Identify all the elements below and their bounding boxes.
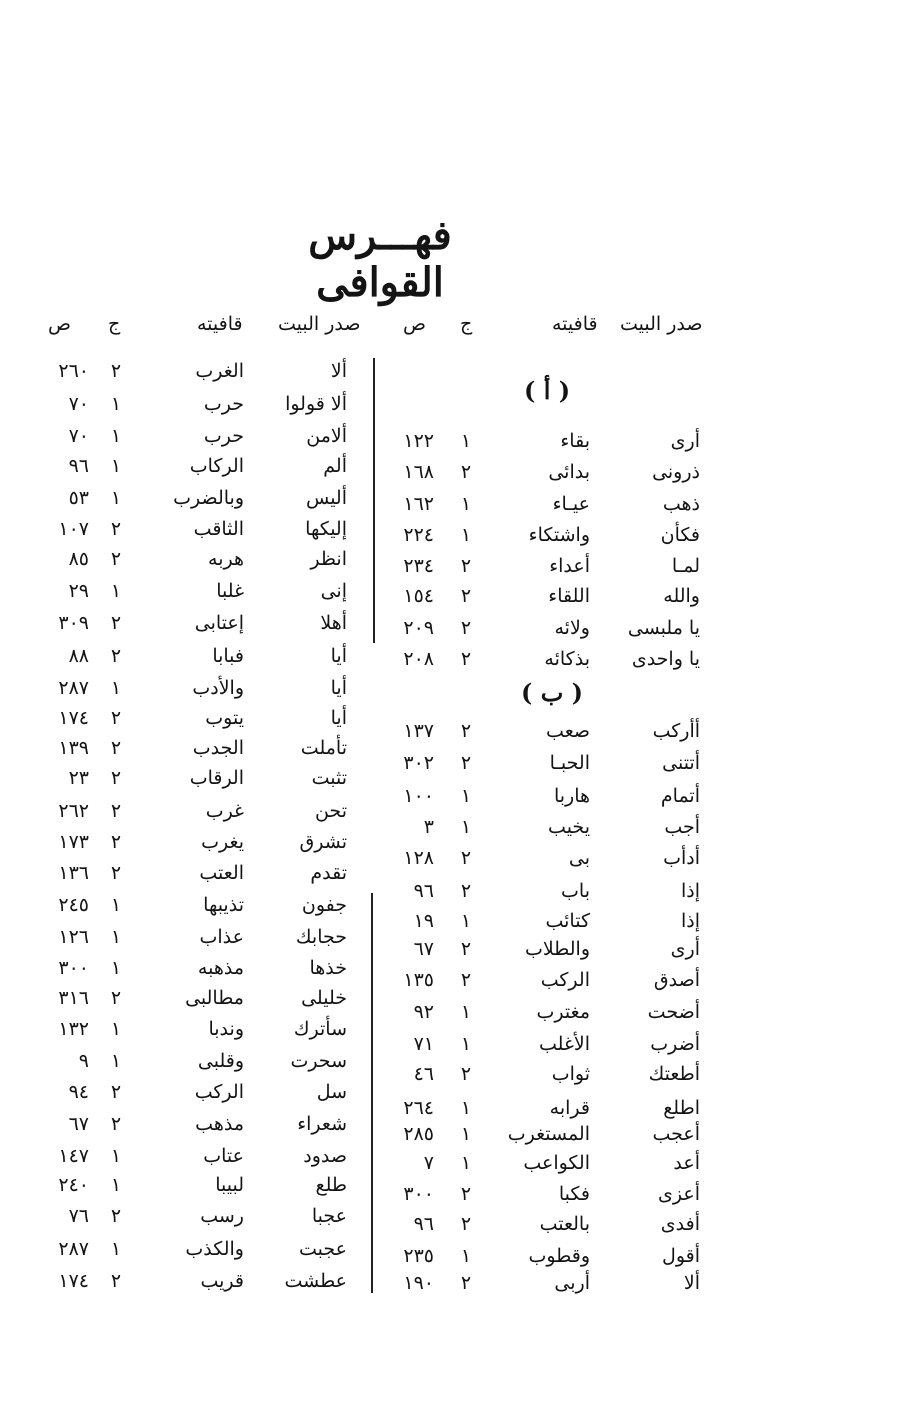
right-row-page: ٢٦٤ <box>403 1097 434 1119</box>
left-row-volume: ٢ <box>110 767 122 789</box>
right-row-sadr: أطعتك <box>648 1063 700 1085</box>
right-row-volume: ٢ <box>460 1183 472 1205</box>
right-row-volume: ٢ <box>460 585 472 607</box>
left-row-sadr: ألم <box>323 455 347 477</box>
right-row-qafiya: يخيب <box>548 816 590 838</box>
left-row-qafiya: إعتابى <box>194 612 244 634</box>
left-row-volume: ٢ <box>110 737 122 759</box>
right-row-qafiya: بدائى <box>548 461 590 483</box>
left-row-page: ١٤٧ <box>58 1145 89 1167</box>
right-row-sadr: أعجب <box>652 1123 700 1145</box>
left-row-volume: ١ <box>110 425 122 447</box>
left-row-sadr: تأملت <box>300 737 347 759</box>
left-row-qafiya: الركب <box>194 1081 244 1103</box>
left-row-volume: ٢ <box>110 645 122 667</box>
left-row-sadr: أهلا <box>320 612 347 634</box>
right-row-volume: ١ <box>460 524 472 546</box>
right-row-page: ١٥٤ <box>403 585 434 607</box>
left-row-qafiya: وندبا <box>208 1018 244 1040</box>
right-row-sadr: أضحت <box>647 1001 700 1023</box>
right-row-volume: ١ <box>460 1033 472 1055</box>
left-row-qafiya: الركاب <box>189 455 244 477</box>
right-row-page: ١٩ <box>413 910 434 932</box>
right-row-page: ٢٣٥ <box>403 1245 434 1267</box>
right-row-qafiya: الركب <box>540 969 590 991</box>
left-row-qafiya: غرب <box>205 800 244 822</box>
right-row-qafiya: مغترب <box>536 1001 590 1023</box>
right-row-sadr: والله <box>663 585 700 607</box>
left-row-page: ٢٤٠ <box>58 1174 89 1196</box>
right-row-sadr: أضرب <box>650 1033 700 1055</box>
right-row-volume: ١ <box>460 430 472 452</box>
left-row-qafiya: رسب <box>200 1205 244 1227</box>
left-row-page: ٦٧ <box>68 1113 89 1135</box>
right-row-page: ١٣٥ <box>403 969 434 991</box>
left-row-volume: ٢ <box>110 987 122 1009</box>
right-row-page: ٧١ <box>413 1033 434 1055</box>
right-row-qafiya: المستغرب <box>507 1123 590 1145</box>
left-row-qafiya: العتب <box>199 862 244 884</box>
left-row-volume: ١ <box>110 957 122 979</box>
left-row-volume: ١ <box>110 1050 122 1072</box>
right-row-page: ٤٦ <box>413 1063 434 1085</box>
left-row-page: ٨٨ <box>68 645 89 667</box>
left-row-page: ١٣٦ <box>58 862 89 884</box>
left-row-page: ٧٠ <box>68 393 89 415</box>
right-row-sadr: أقول <box>662 1245 700 1267</box>
left-row-qafiya: قريب <box>200 1270 244 1292</box>
left-row-page: ٢٤٥ <box>58 894 89 916</box>
left-row-volume: ١ <box>110 487 122 509</box>
left-row-volume: ١ <box>110 677 122 699</box>
left-row-page: ٢٣ <box>68 767 89 789</box>
left-row-volume: ٢ <box>110 548 122 570</box>
right-row-sadr: أرى <box>670 430 700 452</box>
left-row-sadr: أليس <box>305 487 347 509</box>
left-row-volume: ١ <box>110 455 122 477</box>
right-row-volume: ٢ <box>460 969 472 991</box>
left-row-page: ٣٠٠ <box>58 957 89 979</box>
right-row-qafiya: بالعتب <box>539 1213 590 1235</box>
left-row-sadr: خليلى <box>301 987 347 1009</box>
left-row-volume: ٢ <box>110 360 122 382</box>
left-row-qafiya: الجدب <box>192 737 244 759</box>
right-row-qafiya: باب <box>561 880 590 902</box>
right-row-qafiya: الكواعب <box>523 1152 590 1174</box>
left-row-qafiya: يتوب <box>205 707 244 729</box>
right-row-qafiya: عيـاء <box>552 493 590 515</box>
left-row-page: ٨٥ <box>68 548 89 570</box>
section-heading-ba: ( ب ) <box>521 678 584 707</box>
left-row-qafiya: عتاب <box>203 1145 244 1167</box>
left-row-volume: ١ <box>110 894 122 916</box>
right-row-page: ١٢٨ <box>403 847 434 869</box>
right-row-volume: ٢ <box>460 938 472 960</box>
left-row-volume: ٢ <box>110 612 122 634</box>
right-row-page: ٢٨٥ <box>403 1123 434 1145</box>
left-row-qafiya: مذهب <box>195 1113 244 1135</box>
header-right-sadr: صدر البيت <box>620 313 703 335</box>
right-row-sadr: أتتنى <box>662 752 700 774</box>
left-row-sadr: انظر <box>310 548 347 570</box>
column-divider <box>371 893 373 1293</box>
right-row-sadr: أأركب <box>652 720 700 742</box>
left-row-sadr: تثبت <box>311 767 347 789</box>
right-row-qafiya: أعداء <box>549 555 590 577</box>
right-row-page: ١٩٠ <box>403 1272 434 1294</box>
right-row-page: ٣٠٠ <box>403 1183 434 1205</box>
left-row-qafiya: تذيبها <box>203 894 244 916</box>
right-row-qafiya: ثواب <box>551 1063 590 1085</box>
right-row-volume: ٢ <box>460 1213 472 1235</box>
right-row-qafiya: واشتكاء <box>528 524 590 546</box>
right-row-page: ٩٦ <box>413 880 434 902</box>
right-row-volume: ٢ <box>460 1063 472 1085</box>
left-row-volume: ١ <box>110 1174 122 1196</box>
right-row-page: ١٦٢ <box>403 493 434 515</box>
right-row-page: ١٢٢ <box>403 430 434 452</box>
header-left-s: ص <box>48 313 71 335</box>
left-row-qafiya: غلبا <box>216 580 244 602</box>
right-row-volume: ٢ <box>460 461 472 483</box>
left-row-sadr: سل <box>316 1081 347 1103</box>
left-row-sadr: ألا قولوا <box>285 393 347 415</box>
right-row-volume: ٢ <box>460 617 472 639</box>
left-row-sadr: تحن <box>314 800 347 822</box>
right-row-qafiya: كتائب <box>545 910 590 932</box>
left-row-sadr: سأترك <box>293 1018 347 1040</box>
left-row-sadr: ألامن <box>306 425 347 447</box>
left-row-sadr: سحرت <box>290 1050 347 1072</box>
left-row-qafiya: والكذب <box>185 1238 244 1260</box>
left-row-page: ٢٦٢ <box>58 800 89 822</box>
left-row-page: ٢٨٧ <box>58 1238 89 1260</box>
left-row-qafiya: مذهبه <box>197 957 244 979</box>
right-row-qafiya: وقطوب <box>528 1245 590 1267</box>
left-row-sadr: عجبت <box>299 1238 347 1260</box>
left-row-volume: ٢ <box>110 1113 122 1135</box>
right-row-qafiya: بى <box>568 847 590 869</box>
right-row-page: ٢٠٨ <box>403 648 434 670</box>
left-row-qafiya: حرب <box>203 393 244 415</box>
right-row-qafiya: اللقاء <box>548 585 590 607</box>
left-row-volume: ٢ <box>110 1270 122 1292</box>
right-row-qafiya: بقاء <box>560 430 590 452</box>
left-row-volume: ٢ <box>110 1081 122 1103</box>
left-row-page: ١٧٤ <box>58 1270 89 1292</box>
right-row-volume: ٢ <box>460 1272 472 1294</box>
right-row-volume: ١ <box>460 1097 472 1119</box>
left-row-page: ١٣٢ <box>58 1018 89 1040</box>
left-row-qafiya: فبابا <box>212 645 244 667</box>
left-row-sadr: أيا <box>330 645 347 667</box>
header-left-sadr: صدر البيت <box>278 313 361 335</box>
left-row-sadr: أيا <box>330 707 347 729</box>
right-row-volume: ٢ <box>460 555 472 577</box>
left-row-sadr: شعراء <box>297 1113 347 1135</box>
left-row-qafiya: عذاب <box>199 926 244 948</box>
right-row-page: ٩٢ <box>413 1001 434 1023</box>
left-row-qafiya: هربه <box>208 548 244 570</box>
right-row-volume: ١ <box>460 910 472 932</box>
left-row-sadr: ألا <box>330 360 347 382</box>
right-row-sadr: يا واحدى <box>631 648 700 670</box>
right-row-qafiya: ولائه <box>554 617 590 639</box>
right-row-volume: ١ <box>460 493 472 515</box>
left-row-qafiya: وبالضرب <box>173 487 244 509</box>
header-right-qafiya: قافيته <box>552 313 598 335</box>
left-row-page: ٢٨٧ <box>58 677 89 699</box>
left-row-qafiya: الرقاب <box>189 767 244 789</box>
left-row-sadr: تشرق <box>299 831 347 853</box>
right-row-qafiya: قرابه <box>549 1097 590 1119</box>
page-title: فهـــرس القوافى <box>308 212 452 306</box>
right-row-volume: ١ <box>460 1245 472 1267</box>
right-row-sadr: ذهب <box>662 493 700 515</box>
right-row-volume: ١ <box>460 1123 472 1145</box>
header-right-s: ص <box>403 313 426 335</box>
left-row-page: ١٧٣ <box>58 831 89 853</box>
left-row-page: ١٠٧ <box>58 518 89 540</box>
right-row-volume: ٢ <box>460 880 472 902</box>
right-row-page: ٩٦ <box>413 1213 434 1235</box>
right-row-sadr: أدأب <box>663 847 700 869</box>
left-row-page: ٣٠٩ <box>58 612 89 634</box>
left-row-page: ٢٦٠ <box>58 360 89 382</box>
left-row-volume: ٢ <box>110 800 122 822</box>
right-row-page: ٣ <box>423 816 434 838</box>
right-row-page: ٢٣٤ <box>403 555 434 577</box>
right-row-volume: ٢ <box>460 648 472 670</box>
right-row-sadr: إذا <box>680 880 700 902</box>
right-row-page: ٦٧ <box>413 938 434 960</box>
right-row-sadr: إذا <box>680 910 700 932</box>
left-row-sadr: حجابك <box>295 926 347 948</box>
right-row-sadr: أصدق <box>653 969 700 991</box>
right-row-page: ٢٠٩ <box>403 617 434 639</box>
left-row-qafiya: الثاقب <box>193 518 244 540</box>
left-row-sadr: تقدم <box>310 862 347 884</box>
left-row-sadr: خذها <box>309 957 347 979</box>
left-row-page: ٣١٦ <box>58 987 89 1009</box>
right-row-qafiya: الأغلب <box>539 1033 590 1055</box>
left-row-sadr: أيا <box>330 677 347 699</box>
left-row-page: ٧٠ <box>68 425 89 447</box>
column-divider <box>373 358 375 643</box>
right-row-volume: ٢ <box>460 720 472 742</box>
left-row-sadr: إنى <box>320 580 347 602</box>
right-row-sadr: أعد <box>673 1152 700 1174</box>
left-row-qafiya: والأدب <box>192 677 244 699</box>
right-row-sadr: أرى <box>670 938 700 960</box>
left-row-volume: ٢ <box>110 862 122 884</box>
left-row-qafiya: الغرب <box>195 360 244 382</box>
right-row-sadr: ألا <box>683 1272 700 1294</box>
right-row-page: ٢٢٤ <box>403 524 434 546</box>
right-row-sadr: فكأن <box>660 524 700 546</box>
right-row-sadr: أجب <box>664 816 700 838</box>
right-row-volume: ١ <box>460 785 472 807</box>
header-left-j: ج <box>108 313 121 335</box>
left-row-volume: ١ <box>110 1145 122 1167</box>
right-row-qafiya: الحبـا <box>549 752 590 774</box>
right-row-volume: ١ <box>460 1001 472 1023</box>
right-row-volume: ١ <box>460 1152 472 1174</box>
header-left-qafiya: قافيته <box>197 313 243 335</box>
right-row-page: ١٣٧ <box>403 720 434 742</box>
header-right-j: ج <box>460 313 473 335</box>
left-row-volume: ٢ <box>110 1205 122 1227</box>
right-row-qafiya: أربى <box>554 1272 590 1294</box>
right-row-sadr: أفدى <box>660 1213 700 1235</box>
right-row-sadr: أتمام <box>660 785 700 807</box>
right-row-sadr: لمـا <box>671 555 700 577</box>
right-row-volume: ١ <box>460 816 472 838</box>
left-row-volume: ١ <box>110 580 122 602</box>
left-row-page: ٧٦ <box>68 1205 89 1227</box>
left-row-volume: ٢ <box>110 707 122 729</box>
left-row-volume: ٢ <box>110 518 122 540</box>
right-row-qafiya: هاربا <box>553 785 590 807</box>
left-row-sadr: إليكها <box>305 518 347 540</box>
section-heading-alif: ( أ ) <box>524 376 571 405</box>
right-row-page: ١٠٠ <box>403 785 434 807</box>
left-row-page: ٩ <box>78 1050 89 1072</box>
right-row-qafiya: صعب <box>546 720 590 742</box>
right-row-page: ٣٠٢ <box>403 752 434 774</box>
left-row-page: ٢٩ <box>68 580 89 602</box>
left-row-page: ١٣٩ <box>58 737 89 759</box>
left-row-volume: ١ <box>110 926 122 948</box>
left-row-qafiya: لبيبا <box>215 1174 244 1196</box>
right-row-qafiya: والطلاب <box>524 938 590 960</box>
right-row-volume: ٢ <box>460 847 472 869</box>
left-row-sadr: صدود <box>303 1145 347 1167</box>
right-row-qafiya: بذكائه <box>544 648 590 670</box>
right-row-volume: ٢ <box>460 752 472 774</box>
left-row-sadr: عطشت <box>284 1270 347 1292</box>
left-row-qafiya: مطالبى <box>185 987 244 1009</box>
left-row-page: ٩٤ <box>68 1081 89 1103</box>
right-row-sadr: اطلع <box>663 1097 700 1119</box>
left-row-sadr: طلع <box>315 1174 347 1196</box>
right-row-qafiya: فكبا <box>558 1183 590 1205</box>
left-row-sadr: عجبا <box>311 1205 347 1227</box>
left-row-qafiya: وقلبى <box>197 1050 244 1072</box>
left-row-volume: ١ <box>110 1238 122 1260</box>
left-row-volume: ١ <box>110 1018 122 1040</box>
left-row-volume: ٢ <box>110 831 122 853</box>
right-row-sadr: أعزى <box>658 1183 700 1205</box>
right-row-page: ١٦٨ <box>403 461 434 483</box>
right-row-sadr: يا ملبسى <box>627 617 700 639</box>
left-row-sadr: جفون <box>301 894 347 916</box>
left-row-page: ٩٦ <box>68 455 89 477</box>
left-row-qafiya: يغرب <box>201 831 244 853</box>
left-row-volume: ١ <box>110 393 122 415</box>
left-row-page: ٥٣ <box>68 487 89 509</box>
left-row-page: ١٧٤ <box>58 707 89 729</box>
right-row-sadr: ذرونى <box>652 461 700 483</box>
left-row-qafiya: حرب <box>203 425 244 447</box>
left-row-page: ١٢٦ <box>58 926 89 948</box>
right-row-page: ٧ <box>423 1152 434 1174</box>
